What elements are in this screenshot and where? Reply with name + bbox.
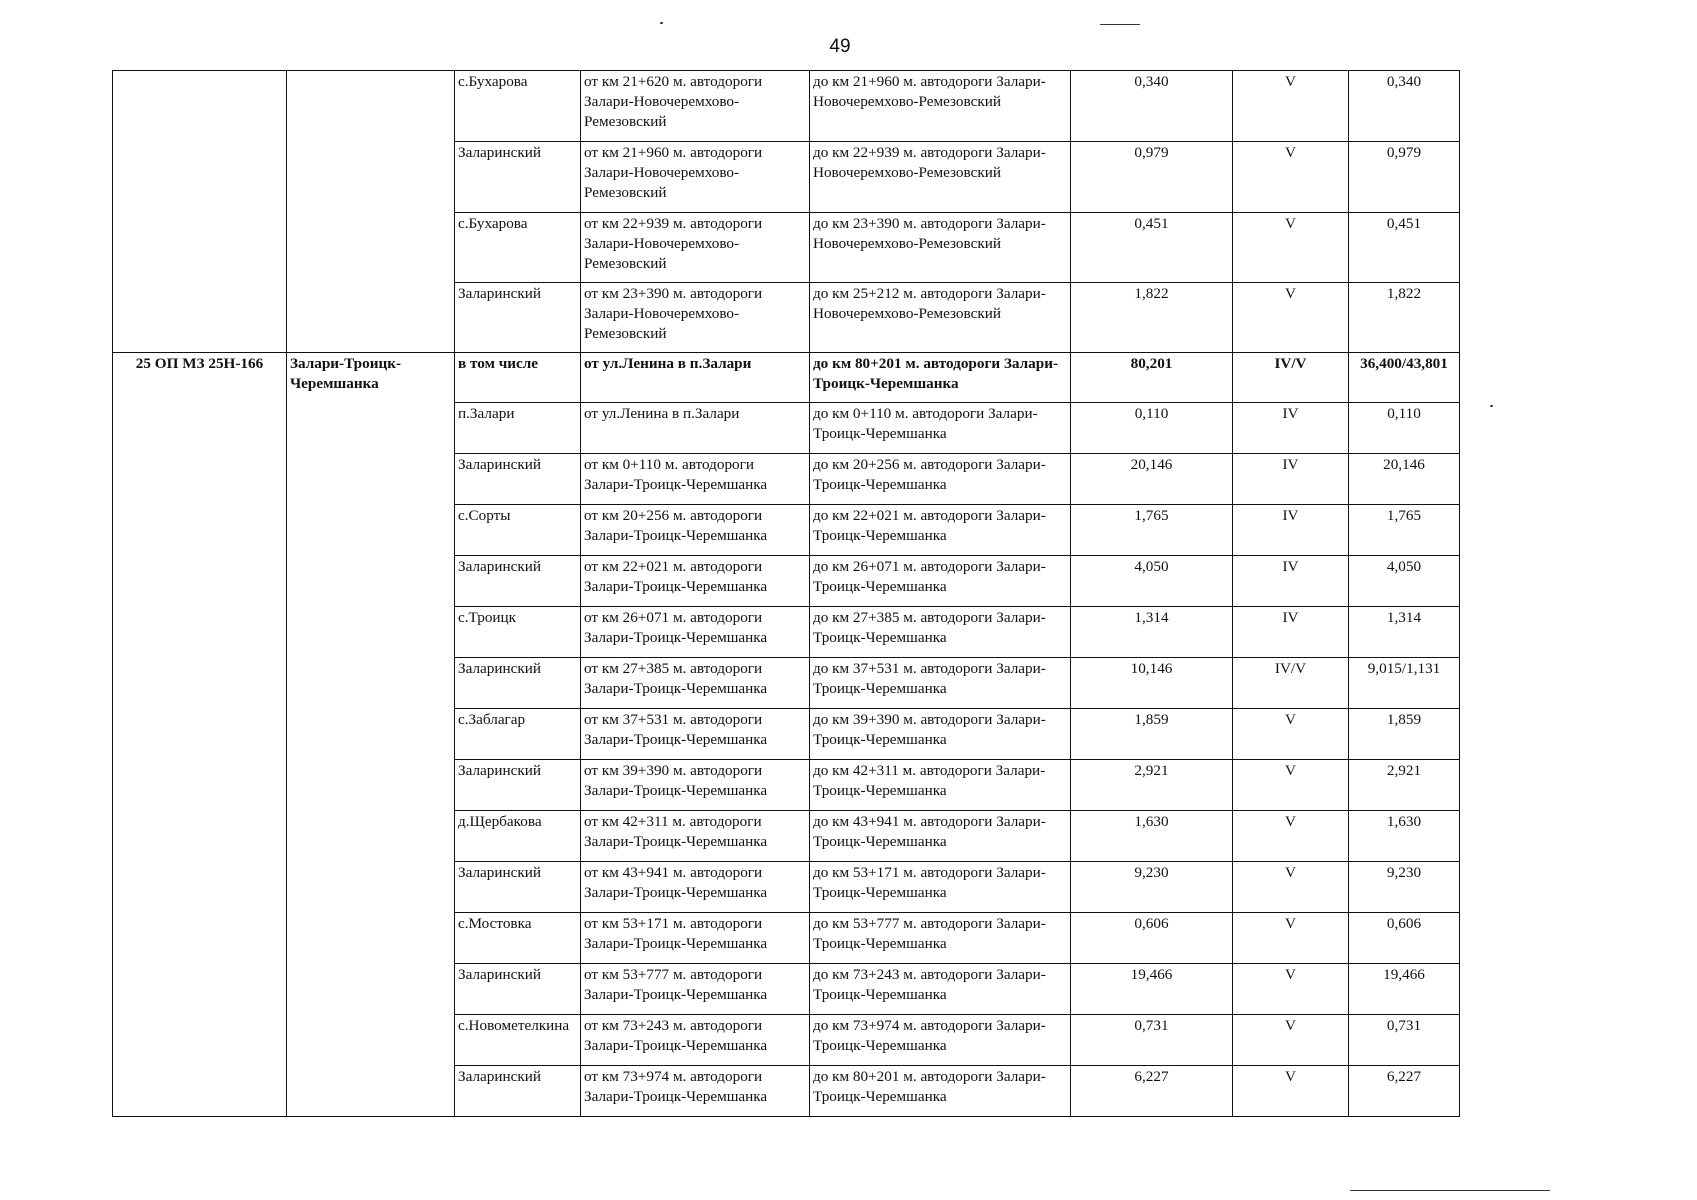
to-cell: до км 73+974 м. автодороги Залари-Троицк-Черемшанка: [810, 1015, 1071, 1066]
category-cell: V: [1233, 71, 1349, 142]
settlement-cell: п.Залари: [455, 403, 581, 454]
category-cell: IV: [1233, 556, 1349, 607]
category-cell: V: [1233, 862, 1349, 913]
to-cell: до км 22+021 м. автодороги Залари-Троицк-Черемшанка: [810, 505, 1071, 556]
from-cell: от км 53+171 м. автодороги Залари-Троицк-Черемшанка: [581, 913, 810, 964]
category-cell: V: [1233, 213, 1349, 283]
from-cell: от км 0+110 м. автодороги Залари-Троицк-Черемшанка: [581, 454, 810, 505]
length-cell: 1,314: [1071, 607, 1233, 658]
from-cell: от км 23+390 м. автодороги Залари-Новочеремхово-Ремезовский: [581, 283, 810, 353]
settlement-cell: Заларинский: [455, 283, 581, 353]
scan-speck: [1100, 24, 1140, 25]
length-cell: 1,859: [1071, 709, 1233, 760]
to-cell: до км 53+171 м. автодороги Залари-Троицк-Черемшанка: [810, 862, 1071, 913]
settlement-cell: с.Бухарова: [455, 71, 581, 142]
from-cell: от ул.Ленина в п.Залари: [581, 353, 810, 403]
length-cell: 4,050: [1071, 556, 1233, 607]
from-cell: от км 42+311 м. автодороги Залари-Троицк-Черемшанка: [581, 811, 810, 862]
from-cell: от км 22+021 м. автодороги Залари-Троицк-Черемшанка: [581, 556, 810, 607]
length-by-category-cell: 0,606: [1349, 913, 1460, 964]
length-by-category-cell: 2,921: [1349, 760, 1460, 811]
settlement-cell: Заларинский: [455, 556, 581, 607]
to-cell: до км 43+941 м. автодороги Залари-Троицк-Черемшанка: [810, 811, 1071, 862]
to-cell: до км 26+071 м. автодороги Залари-Троицк-Черемшанка: [810, 556, 1071, 607]
length-by-category-cell: 0,731: [1349, 1015, 1460, 1066]
length-cell: 0,451: [1071, 213, 1233, 283]
to-cell: до км 27+385 м. автодороги Залари-Троицк-Черемшанка: [810, 607, 1071, 658]
length-by-category-cell: 0,110: [1349, 403, 1460, 454]
length-by-category-cell: 6,227: [1349, 1066, 1460, 1117]
from-cell: от км 39+390 м. автодороги Залари-Троицк-Черемшанка: [581, 760, 810, 811]
length-by-category-cell: 36,400/43,801: [1349, 353, 1460, 403]
length-by-category-cell: 9,015/1,131: [1349, 658, 1460, 709]
from-cell: от км 37+531 м. автодороги Залари-Троицк-Черемшанка: [581, 709, 810, 760]
from-cell: от ул.Ленина в п.Залари: [581, 403, 810, 454]
from-cell: от км 20+256 м. автодороги Залари-Троицк-Черемшанка: [581, 505, 810, 556]
length-cell: 1,765: [1071, 505, 1233, 556]
to-cell: до км 39+390 м. автодороги Залари-Троицк-Черемшанка: [810, 709, 1071, 760]
settlement-cell: Заларинский: [455, 862, 581, 913]
to-cell: до км 80+201 м. автодороги Залари-Троицк-Черемшанка: [810, 1066, 1071, 1117]
category-cell: V: [1233, 811, 1349, 862]
category-cell: V: [1233, 142, 1349, 213]
category-cell: IV: [1233, 607, 1349, 658]
settlement-cell: в том числе: [455, 353, 581, 403]
length-by-category-cell: 1,765: [1349, 505, 1460, 556]
to-cell: до км 37+531 м. автодороги Залари-Троицк-Черемшанка: [810, 658, 1071, 709]
category-cell: IV: [1233, 454, 1349, 505]
to-cell: до км 23+390 м. автодороги Залари-Новочеремхово-Ремезовский: [810, 213, 1071, 283]
settlement-cell: д.Щербакова: [455, 811, 581, 862]
category-cell: V: [1233, 1066, 1349, 1117]
length-cell: 1,822: [1071, 283, 1233, 353]
category-cell: V: [1233, 964, 1349, 1015]
page-number: 49: [829, 36, 851, 57]
length-by-category-cell: 1,822: [1349, 283, 1460, 353]
category-cell: V: [1233, 709, 1349, 760]
scan-speck: [1350, 1190, 1550, 1191]
length-by-category-cell: 1,314: [1349, 607, 1460, 658]
from-cell: от км 26+071 м. автодороги Залари-Троицк-Черемшанка: [581, 607, 810, 658]
from-cell: от км 22+939 м. автодороги Залари-Новочеремхово-Ремезовский: [581, 213, 810, 283]
length-by-category-cell: 9,230: [1349, 862, 1460, 913]
settlement-cell: с.Заблагар: [455, 709, 581, 760]
length-cell: 20,146: [1071, 454, 1233, 505]
length-cell: 9,230: [1071, 862, 1233, 913]
settlement-cell: Заларинский: [455, 142, 581, 213]
from-cell: от км 73+243 м. автодороги Залари-Троицк-Черемшанка: [581, 1015, 810, 1066]
road-id-cell: 25 ОП МЗ 25Н-166: [113, 353, 287, 1117]
category-cell: V: [1233, 760, 1349, 811]
road-id-cell-empty: [113, 71, 287, 353]
length-cell: 10,146: [1071, 658, 1233, 709]
length-cell: 0,340: [1071, 71, 1233, 142]
road-segments-table: [112, 70, 1460, 1117]
to-cell: до км 80+201 м. автодороги Залари-Троицк-Черемшанка: [810, 353, 1071, 403]
category-cell: IV: [1233, 403, 1349, 454]
settlement-cell: Заларинский: [455, 1066, 581, 1117]
category-cell: IV/V: [1233, 658, 1349, 709]
category-cell: IV: [1233, 505, 1349, 556]
road-summary-row: [113, 353, 1460, 403]
from-cell: от км 27+385 м. автодороги Залари-Троицк-Черемшанка: [581, 658, 810, 709]
settlement-cell: Заларинский: [455, 454, 581, 505]
length-by-category-cell: 1,859: [1349, 709, 1460, 760]
category-cell: V: [1233, 1015, 1349, 1066]
category-cell: V: [1233, 913, 1349, 964]
length-cell: 2,921: [1071, 760, 1233, 811]
table-row: [113, 71, 1460, 142]
length-by-category-cell: 1,630: [1349, 811, 1460, 862]
length-cell: 6,227: [1071, 1066, 1233, 1117]
settlement-cell: с.Троицк: [455, 607, 581, 658]
scan-speck: [660, 22, 663, 24]
settlement-cell: Заларинский: [455, 760, 581, 811]
to-cell: до км 25+212 м. автодороги Залари-Новочеремхово-Ремезовский: [810, 283, 1071, 353]
settlement-cell: с.Новометелкина: [455, 1015, 581, 1066]
to-cell: до км 42+311 м. автодороги Залари-Троицк-Черемшанка: [810, 760, 1071, 811]
road-name-cell: Залари-Троицк-Черемшанка: [287, 353, 455, 1117]
from-cell: от км 21+620 м. автодороги Залари-Новочеремхово-Ремезовский: [581, 71, 810, 142]
to-cell: до км 53+777 м. автодороги Залари-Троицк-Черемшанка: [810, 913, 1071, 964]
length-cell: 19,466: [1071, 964, 1233, 1015]
from-cell: от км 43+941 м. автодороги Залари-Троицк-Черемшанка: [581, 862, 810, 913]
to-cell: до км 0+110 м. автодороги Залари-Троицк-Черемшанка: [810, 403, 1071, 454]
scan-speck: [1490, 405, 1493, 407]
from-cell: от км 53+777 м. автодороги Залари-Троицк-Черемшанка: [581, 964, 810, 1015]
from-cell: от км 73+974 м. автодороги Залари-Троицк-Черемшанка: [581, 1066, 810, 1117]
category-cell: V: [1233, 283, 1349, 353]
category-cell: IV/V: [1233, 353, 1349, 403]
length-cell: 80,201: [1071, 353, 1233, 403]
settlement-cell: с.Мостовка: [455, 913, 581, 964]
to-cell: до км 22+939 м. автодороги Залари-Новочеремхово-Ремезовский: [810, 142, 1071, 213]
settlement-cell: с.Сорты: [455, 505, 581, 556]
length-by-category-cell: 0,451: [1349, 213, 1460, 283]
settlement-cell: с.Бухарова: [455, 213, 581, 283]
length-cell: 0,731: [1071, 1015, 1233, 1066]
length-cell: 1,630: [1071, 811, 1233, 862]
from-cell: от км 21+960 м. автодороги Залари-Новочеремхово-Ремезовский: [581, 142, 810, 213]
length-cell: 0,110: [1071, 403, 1233, 454]
length-by-category-cell: 0,979: [1349, 142, 1460, 213]
settlement-cell: Заларинский: [455, 964, 581, 1015]
road-name-cell-empty: [287, 71, 455, 353]
settlement-cell: Заларинский: [455, 658, 581, 709]
length-cell: 0,979: [1071, 142, 1233, 213]
length-by-category-cell: 4,050: [1349, 556, 1460, 607]
to-cell: до км 20+256 м. автодороги Залари-Троицк-Черемшанка: [810, 454, 1071, 505]
length-by-category-cell: 19,466: [1349, 964, 1460, 1015]
length-by-category-cell: 20,146: [1349, 454, 1460, 505]
to-cell: до км 21+960 м. автодороги Залари-Новочеремхово-Ремезовский: [810, 71, 1071, 142]
length-by-category-cell: 0,340: [1349, 71, 1460, 142]
to-cell: до км 73+243 м. автодороги Залари-Троицк-Черемшанка: [810, 964, 1071, 1015]
length-cell: 0,606: [1071, 913, 1233, 964]
